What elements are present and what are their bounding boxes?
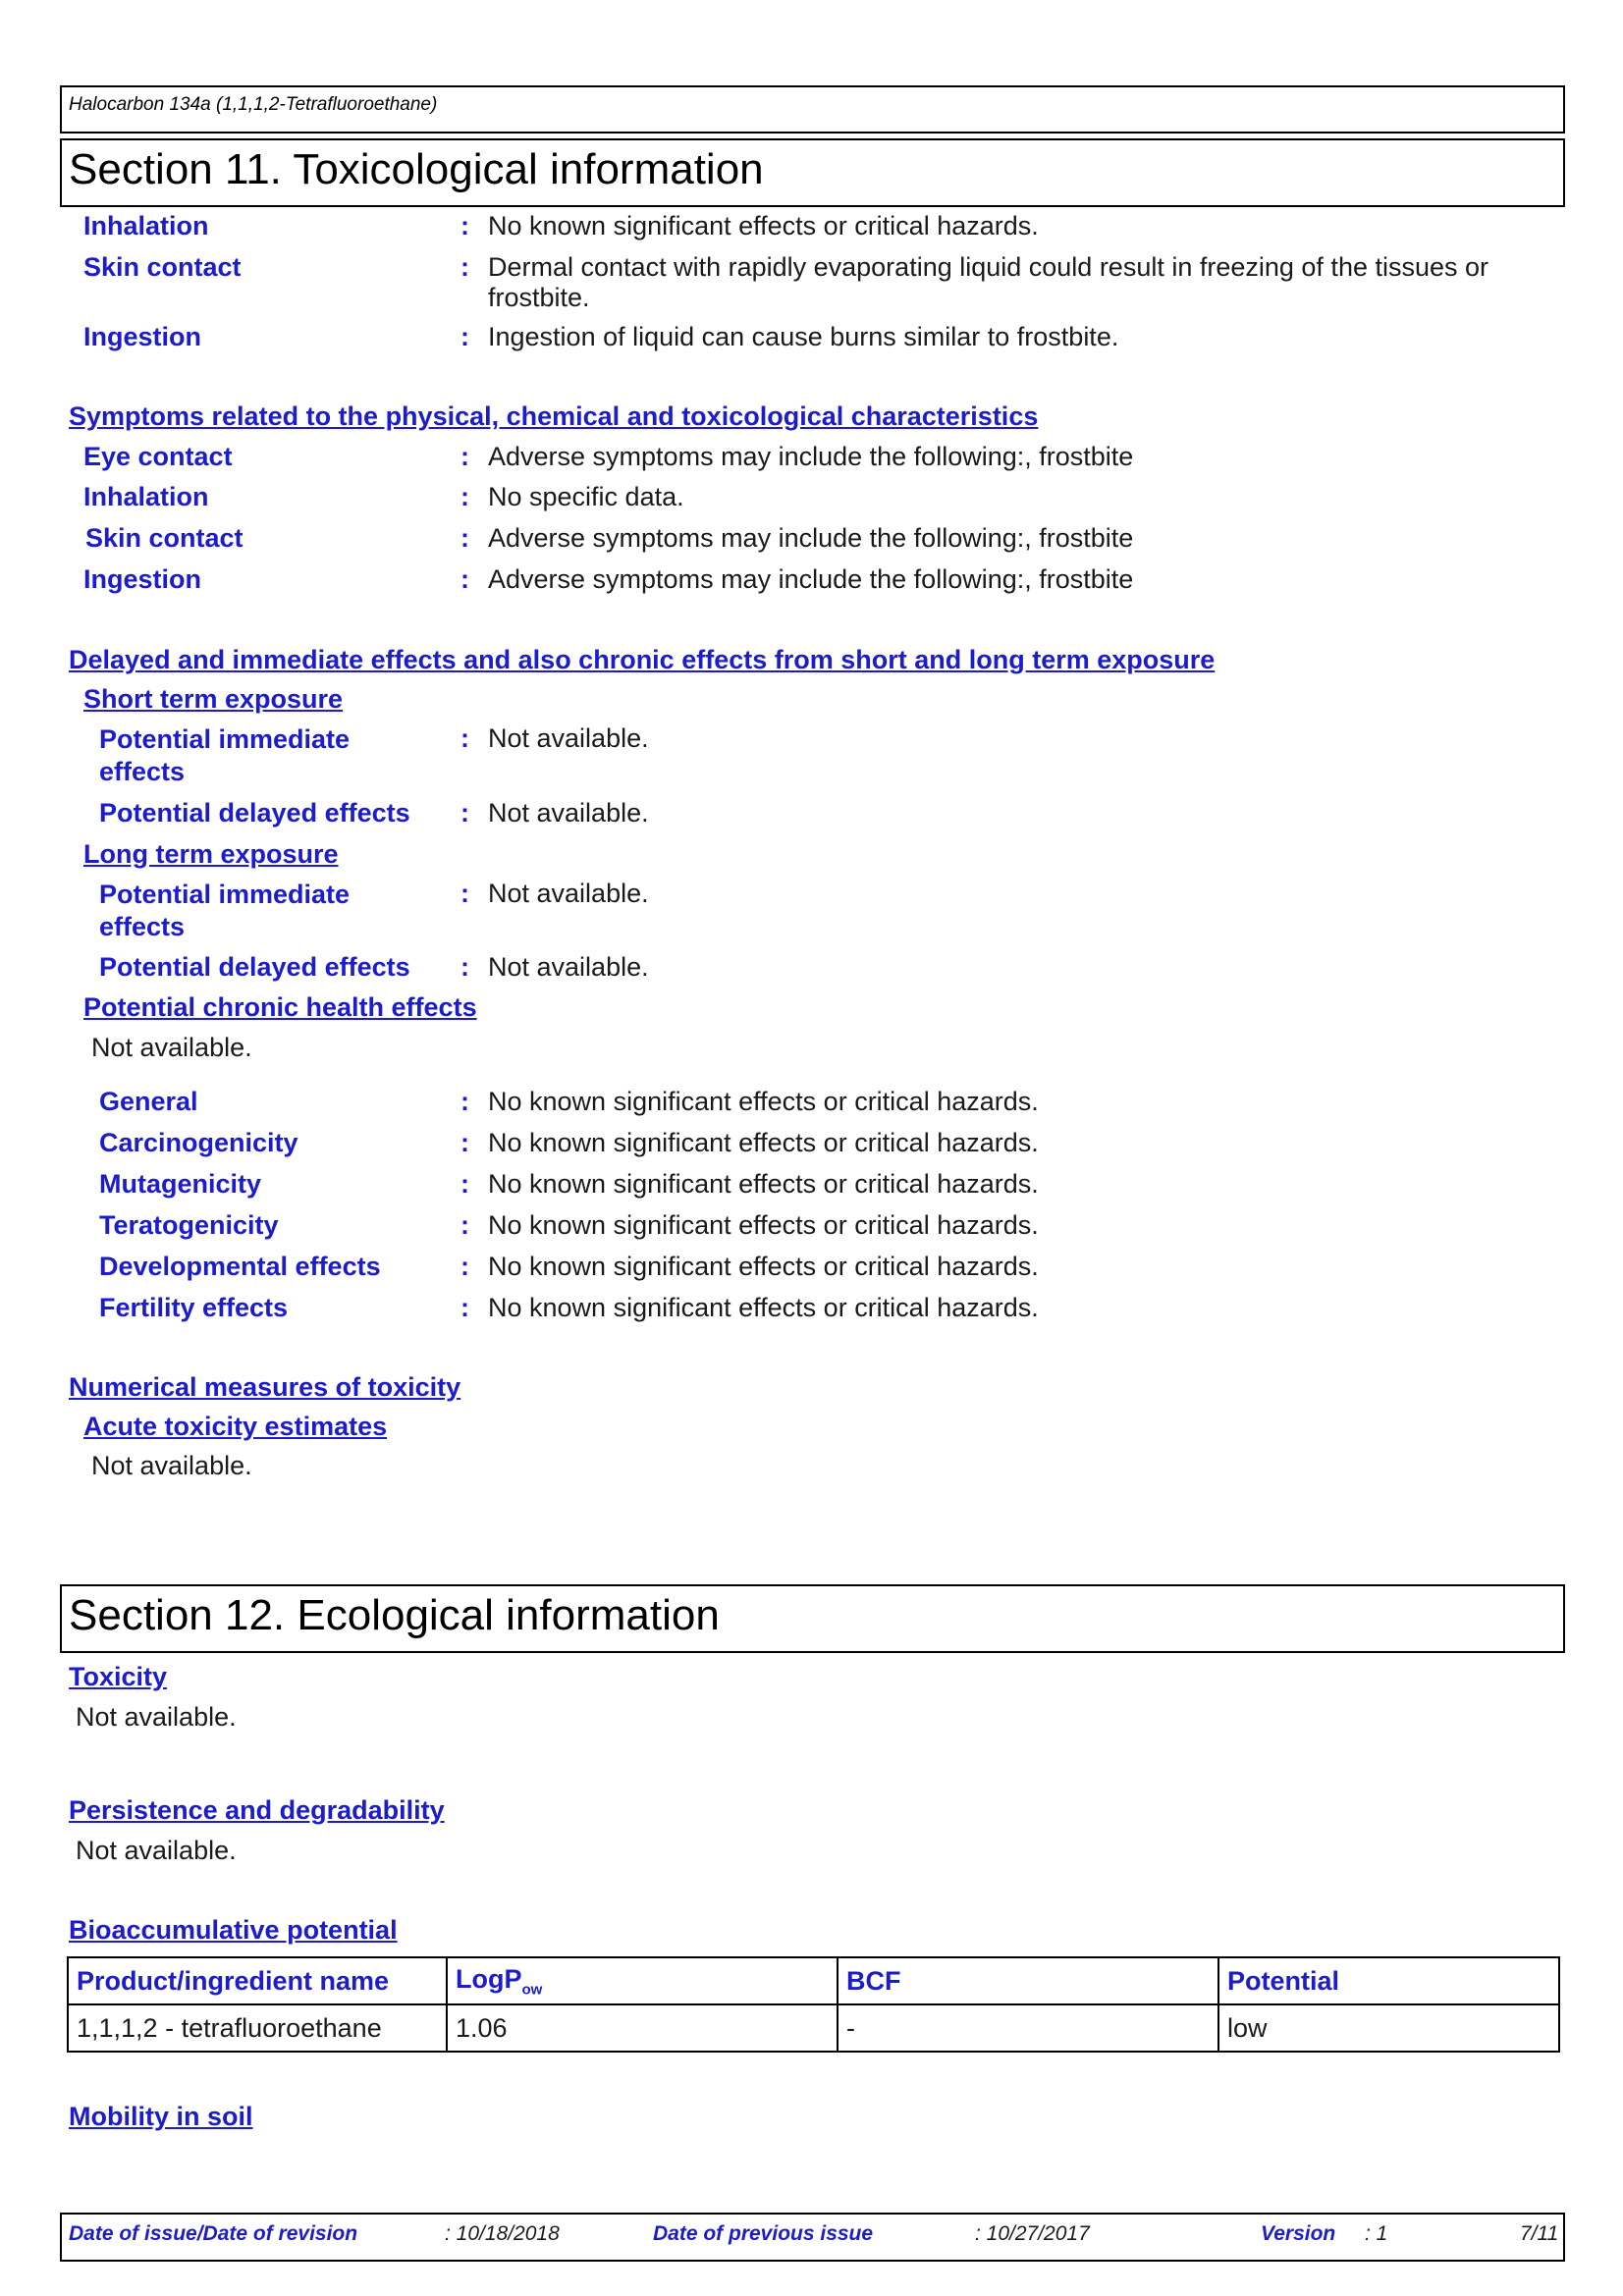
effect-label-developmental: Developmental effects bbox=[99, 1252, 381, 1281]
symptom-value-ingestion: Adverse symptoms may include the following:, frostbite bbox=[488, 564, 1134, 594]
colon: : bbox=[460, 564, 469, 594]
footer-page-number: 7/11 bbox=[1520, 2222, 1559, 2245]
long-term-exposure-link[interactable]: Long term exposure bbox=[83, 839, 339, 869]
persistence-link[interactable]: Persistence and degradability bbox=[69, 1795, 445, 1825]
acute-toxicity-link[interactable]: Acute toxicity estimates bbox=[83, 1412, 388, 1441]
colon: : bbox=[460, 211, 469, 240]
logp-subscript: ow bbox=[521, 1981, 543, 1999]
footer-issue-label: Date of issue/Date of revision bbox=[69, 2222, 358, 2245]
symptom-value-eye-contact: Adverse symptoms may include the following:, frostbite bbox=[488, 442, 1134, 471]
product-name: Halocarbon 134a (1,1,1,2-Tetrafluoroethane) bbox=[69, 94, 438, 115]
colon: : bbox=[460, 252, 469, 282]
section-11-title: Section 11. Toxicological information bbox=[69, 145, 764, 193]
long-term-delayed-value: Not available. bbox=[488, 952, 649, 982]
footer-version-label: Version bbox=[1261, 2222, 1336, 2245]
footer-previous-label: Date of previous issue bbox=[653, 2222, 874, 2245]
symptoms-heading-link[interactable]: Symptoms related to the physical, chemical and toxicological characteristics bbox=[69, 401, 1039, 431]
cell-potential: low bbox=[1218, 2004, 1559, 2052]
colon: : bbox=[460, 798, 469, 828]
column-header-potential: Potential bbox=[1218, 1957, 1559, 2004]
colon: : bbox=[460, 1087, 469, 1116]
effect-label-teratogenicity: Teratogenicity bbox=[99, 1210, 279, 1240]
effect-value-general: No known significant effects or critical hazards. bbox=[488, 1087, 1039, 1116]
symptom-label-ingestion: Ingestion bbox=[83, 564, 201, 594]
colon: : bbox=[460, 1293, 469, 1322]
long-term-immediate-label: Potential immediate effects bbox=[99, 880, 351, 941]
effect-value-developmental: No known significant effects or critical hazards. bbox=[488, 1252, 1039, 1281]
colon: : bbox=[460, 523, 469, 553]
acute-toxicity-value: Not available. bbox=[91, 1451, 252, 1480]
logp-label: LogP bbox=[456, 1963, 522, 1994]
footer-version-value: : 1 bbox=[1365, 2222, 1388, 2245]
short-term-delayed-label: Potential delayed effects bbox=[99, 798, 410, 828]
route-value-ingestion: Ingestion of liquid can cause burns similar to frostbite. bbox=[488, 322, 1119, 351]
route-label-inhalation: Inhalation bbox=[83, 211, 209, 240]
bioaccumulative-table bbox=[67, 1956, 1560, 2053]
cell-bcf: - bbox=[838, 2004, 1218, 2052]
table-row bbox=[68, 2004, 1559, 2052]
colon: : bbox=[460, 879, 469, 908]
colon: : bbox=[460, 1169, 469, 1199]
effect-label-carcinogenicity: Carcinogenicity bbox=[99, 1128, 298, 1157]
short-term-immediate-value: Not available. bbox=[488, 723, 649, 753]
footer-previous-value: : 10/27/2017 bbox=[975, 2222, 1090, 2245]
colon: : bbox=[460, 1252, 469, 1281]
long-term-delayed-label: Potential delayed effects bbox=[99, 952, 410, 982]
toxicity-link[interactable]: Toxicity bbox=[69, 1662, 168, 1691]
route-value-inhalation: No known significant effects or critical hazards. bbox=[488, 211, 1039, 240]
cell-logp: 1.06 bbox=[447, 2004, 838, 2052]
column-header-logp bbox=[447, 1957, 838, 2004]
mobility-link[interactable]: Mobility in soil bbox=[69, 2102, 253, 2131]
effect-label-mutagenicity: Mutagenicity bbox=[99, 1169, 262, 1199]
colon: : bbox=[460, 1210, 469, 1240]
colon: : bbox=[460, 322, 469, 351]
table-header-row bbox=[68, 1957, 1559, 2004]
colon: : bbox=[460, 952, 469, 982]
route-label-ingestion: Ingestion bbox=[83, 322, 201, 351]
column-header-name: Product/ingredient name bbox=[68, 1957, 447, 2004]
symptom-label-eye-contact: Eye contact bbox=[83, 442, 233, 471]
toxicity-value: Not available. bbox=[76, 1702, 237, 1732]
chronic-health-effects-link[interactable]: Potential chronic health effects bbox=[83, 992, 477, 1022]
short-term-delayed-value: Not available. bbox=[488, 798, 649, 828]
symptom-value-inhalation: No specific data. bbox=[488, 482, 684, 511]
colon: : bbox=[460, 482, 469, 511]
effect-value-teratogenicity: No known significant effects or critical hazards. bbox=[488, 1210, 1039, 1240]
effect-label-fertility: Fertility effects bbox=[99, 1293, 289, 1322]
persistence-value: Not available. bbox=[76, 1836, 237, 1865]
short-term-exposure-link[interactable]: Short term exposure bbox=[83, 684, 344, 714]
numerical-measures-link[interactable]: Numerical measures of toxicity bbox=[69, 1372, 461, 1402]
long-term-immediate-value: Not available. bbox=[488, 879, 649, 908]
bioaccumulative-link[interactable]: Bioaccumulative potential bbox=[69, 1915, 398, 1945]
symptom-label-inhalation: Inhalation bbox=[83, 482, 209, 511]
effect-value-fertility: No known significant effects or critical hazards. bbox=[488, 1293, 1039, 1322]
route-value-skin-contact: Dermal contact with rapidly evaporating liquid could result in freezing of the tissues or frostbite. bbox=[488, 252, 1489, 312]
colon: : bbox=[460, 1128, 469, 1157]
route-label-skin-contact: Skin contact bbox=[83, 252, 242, 282]
symptom-value-skin-contact: Adverse symptoms may include the following:, frostbite bbox=[488, 523, 1134, 553]
colon: : bbox=[460, 442, 469, 471]
delayed-effects-heading-link[interactable]: Delayed and immediate effects and also chronic effects from short and long term exposure bbox=[69, 645, 1216, 674]
effect-label-general: General bbox=[99, 1087, 198, 1116]
chronic-health-effects-value: Not available. bbox=[91, 1033, 252, 1062]
footer-issue-value: : 10/18/2018 bbox=[445, 2222, 560, 2245]
effect-value-carcinogenicity: No known significant effects or critical hazards. bbox=[488, 1128, 1039, 1157]
section-12-title: Section 12. Ecological information bbox=[69, 1591, 720, 1639]
cell-name: 1,1,1,2 - tetrafluoroethane bbox=[68, 2004, 447, 2052]
colon: : bbox=[460, 723, 469, 753]
short-term-immediate-label: Potential immediate effects bbox=[99, 724, 351, 786]
effect-value-mutagenicity: No known significant effects or critical hazards. bbox=[488, 1169, 1039, 1199]
symptom-label-skin-contact: Skin contact bbox=[85, 523, 243, 553]
column-header-bcf: BCF bbox=[838, 1957, 1218, 2004]
